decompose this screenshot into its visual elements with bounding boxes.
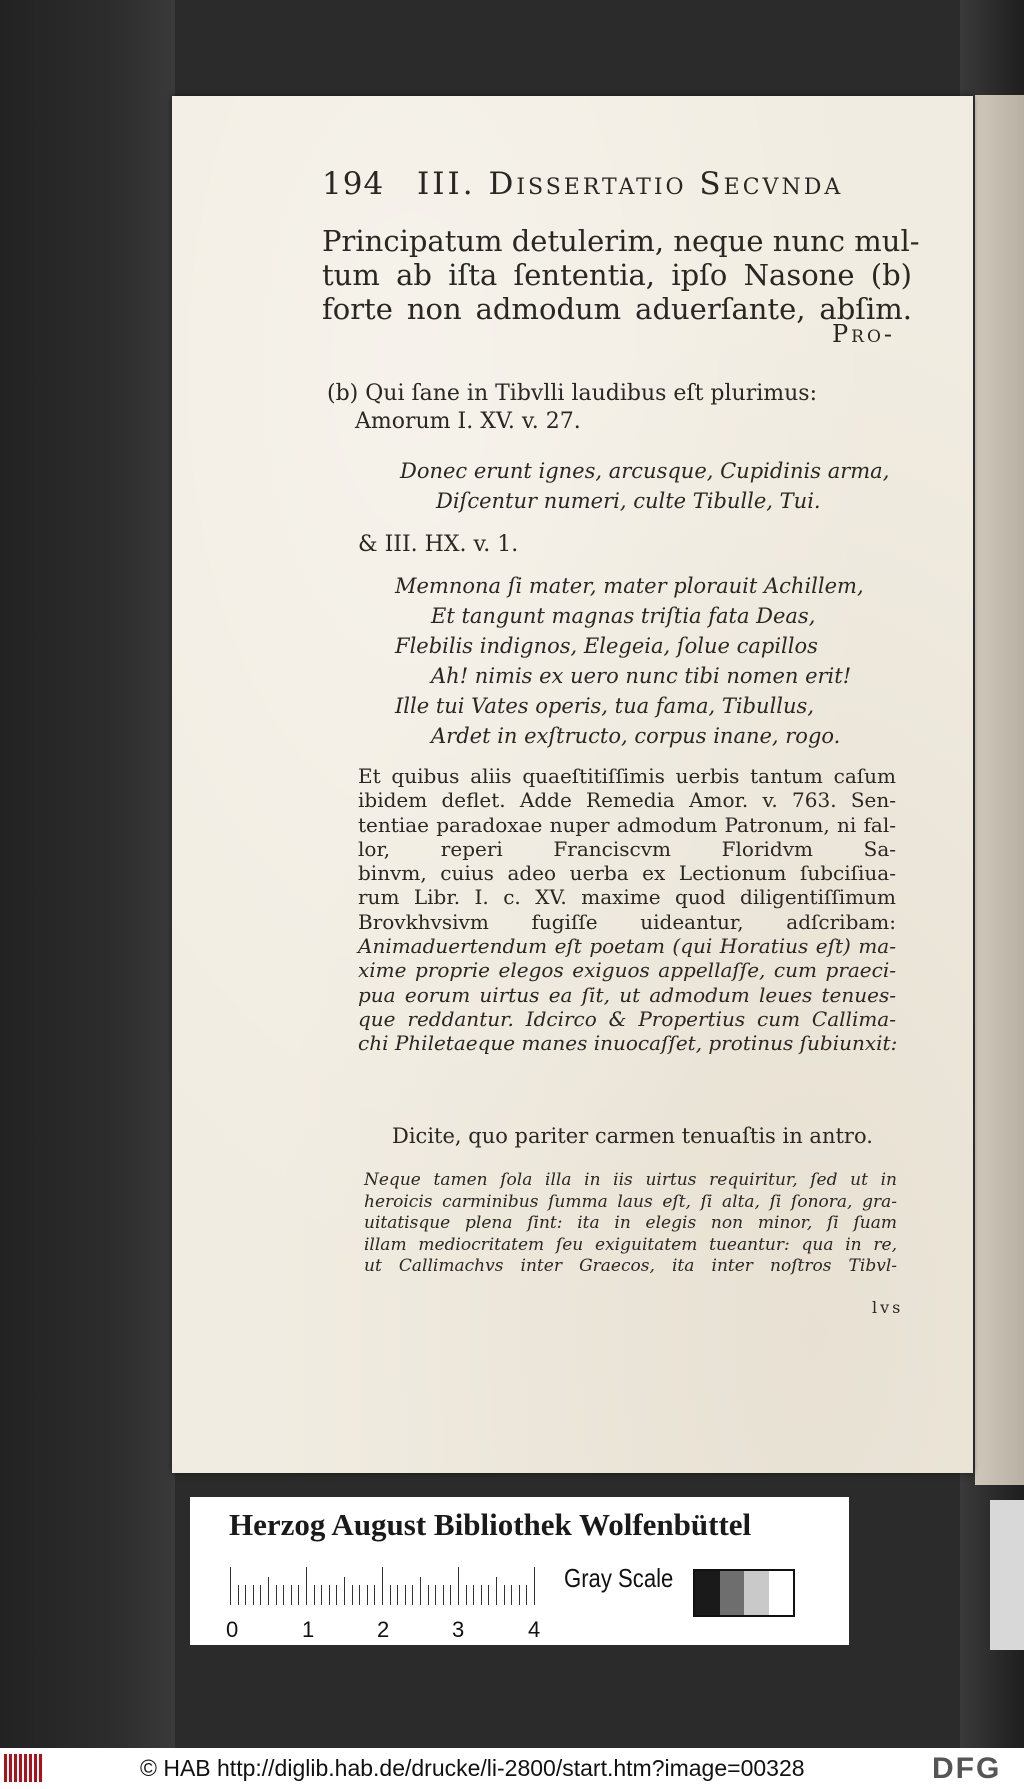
ruler-number: 1	[302, 1617, 315, 1642]
color-calibration-strip	[190, 1497, 849, 1645]
paragraph-line: binvm, cuius adeo uerba ex Lectionum ſubciſiua-	[358, 861, 896, 886]
book-page	[172, 96, 973, 1473]
verse-reference: & III. HX. v. 1.	[358, 532, 519, 557]
verse-line: Ardet in exſtructo, corpus inane, rogo.	[431, 724, 841, 748]
ruler-tick	[519, 1585, 520, 1605]
logo-bar	[29, 1754, 32, 1782]
ruler-tick	[306, 1567, 307, 1605]
scan-background-left	[0, 0, 175, 1748]
ruler-tick	[291, 1585, 292, 1605]
ruler-tick	[473, 1585, 474, 1605]
gray-scale-swatches	[693, 1569, 795, 1617]
paragraph-line: Brovkhvsivm fugiſſe uideantur, adſcribam:	[358, 909, 896, 934]
verse-line: Ah! nimis ex uero nunc tibi nomen erit!	[431, 664, 852, 688]
italic-line: illam mediocritatem ſeu exiguitatem tueantur: qua in re,	[364, 1234, 897, 1255]
body-text	[322, 224, 920, 326]
verse-line: Ille tui Vates operis, tua fama, Tibullus,	[395, 694, 814, 718]
page-header	[322, 166, 843, 202]
verse-quote-2	[395, 571, 864, 751]
body-line: tum ab iſta ſententia, ipſo Nasone (b)	[322, 258, 912, 292]
ruler-tick	[488, 1585, 489, 1605]
institution-name: Herzog August Bibliothek Wolfenbüttel	[229, 1507, 752, 1542]
dfg-logo-icon: DFG	[932, 1752, 1002, 1785]
ruler-tick	[458, 1567, 459, 1605]
paragraph-line: pua eorum uirtus ea ſit, ut admodum leues tenues-	[358, 982, 896, 1007]
viewer-footer	[0, 1748, 1024, 1789]
ruler-tick	[245, 1585, 246, 1605]
verse-line: Diſcentur numeri, culte Tibulle, Tui.	[436, 489, 821, 513]
block-quote: Dicite, quo pariter carmen tenuaſtis in antro.	[392, 1124, 873, 1148]
verse-line: Memnona ſi mater, mater plorauit Achillem,	[395, 574, 864, 598]
logo-bar	[9, 1754, 12, 1782]
gray-swatch	[769, 1571, 794, 1615]
paragraph-line: ibidem deflet. Adde Remedia Amor. v. 763. Sen-	[358, 788, 896, 813]
ruler-number: 0	[226, 1617, 239, 1642]
ruler-tick	[314, 1585, 315, 1605]
ruler-tick	[329, 1585, 330, 1605]
gray-swatch	[744, 1571, 769, 1615]
italic-line: uitatisque plena ſint: ita in elegis non minor, ſi ſuam	[364, 1213, 897, 1233]
body-line: Principatum detulerim, neque nunc mul-	[322, 224, 920, 258]
commentary-paragraph	[358, 764, 896, 1056]
ruler-tick	[481, 1585, 482, 1605]
paragraph-line: que reddantur. Idcirco & Propertius cum Callima-	[358, 1006, 896, 1031]
paragraph-line: tentiae paradoxae nuper admodum Patronum, ni fal-	[358, 812, 896, 837]
adjacent-page-edge	[975, 95, 1024, 1485]
ruler-tick	[344, 1577, 345, 1605]
gray-scale-label: Gray Scale	[564, 1563, 674, 1593]
ruler-tick	[450, 1585, 451, 1605]
footnote-line: Amorum I. XV. v. 27.	[355, 409, 581, 434]
ruler-tick	[504, 1585, 505, 1605]
verse-quote-1	[400, 456, 889, 516]
paragraph-line: xime proprie elegos exiguos appellaſſe, cum praeci-	[358, 958, 896, 983]
ruler-tick	[230, 1567, 231, 1605]
ruler-tick	[268, 1577, 269, 1605]
paragraph-line: lor, reperi Franciscvm Floridvm Sa-	[358, 836, 896, 861]
ruler-tick	[435, 1585, 436, 1605]
running-title: III. Dissertatio Secvnda	[417, 166, 844, 202]
logo-bar	[14, 1754, 17, 1782]
footnote	[327, 380, 817, 436]
paragraph-line: rum Libr. I. c. XV. maxime quod diligentiſſimum	[358, 885, 896, 910]
italic-paragraph	[364, 1170, 897, 1278]
ruler-tick	[238, 1585, 239, 1605]
ruler-tick	[382, 1567, 383, 1605]
ruler-tick	[412, 1585, 413, 1605]
ruler-tick	[466, 1585, 467, 1605]
logo-bar	[34, 1754, 37, 1782]
gray-swatch	[720, 1571, 745, 1615]
ruler-tick	[496, 1577, 497, 1605]
ruler-tick	[298, 1585, 299, 1605]
logo-bar	[39, 1754, 42, 1782]
ruler-tick	[352, 1585, 353, 1605]
paragraph-line: chi Philetaeque manes inuocaſſet, protinus ſubiunxit:	[358, 1031, 898, 1056]
ruler-tick	[390, 1585, 391, 1605]
verse-line: Flebilis indignos, Elegeia, ſolue capillos	[395, 634, 818, 658]
logo-bar	[24, 1754, 27, 1782]
italic-line: heroicis carminibus ſumma laus eſt, ſi alta, ſi ſonora, gra-	[364, 1191, 897, 1212]
italic-line: Neque tamen ſola illa in iis uirtus requiritur, ſed ut in	[364, 1170, 897, 1190]
ruler-tick	[374, 1585, 375, 1605]
ruler-tick	[534, 1567, 535, 1605]
ruler-tick	[260, 1585, 261, 1605]
logo-bar	[4, 1754, 7, 1782]
logo-bar	[19, 1754, 22, 1782]
ruler-tick	[359, 1585, 360, 1605]
ruler-number: 3	[452, 1617, 465, 1642]
ruler-tick	[443, 1585, 444, 1605]
credit-link[interactable]: © HAB http://diglib.hab.de/drucke/li-2800/start.htm?image=00328	[140, 1755, 805, 1781]
ruler-tick	[511, 1585, 512, 1605]
ruler-tick	[420, 1577, 421, 1605]
italic-line: ut Callimachvs inter Graecos, ita inter noſtros Tibvl-	[364, 1256, 897, 1276]
ruler-tick	[253, 1585, 254, 1605]
adjacent-page-corner	[990, 1500, 1024, 1650]
ruler-number: 2	[377, 1617, 390, 1642]
paragraph-line: Et quibus aliis quaeſtitiſſimis uerbis tantum caſum	[358, 764, 896, 788]
scale-ruler	[230, 1567, 540, 1605]
footnote-line: (b) Qui ſane in Tibvlli laudibus eſt plurimus:	[327, 381, 817, 406]
page-number: 194	[322, 166, 385, 202]
catchword: Pro-	[832, 320, 895, 348]
ruler-number: 4	[528, 1617, 541, 1642]
gray-swatch	[695, 1571, 720, 1615]
ruler-tick	[336, 1585, 337, 1605]
ruler-tick	[321, 1585, 322, 1605]
paragraph-line: Animaduertendum eſt poetam (qui Horatius eſt) ma-	[358, 934, 896, 959]
ruler-tick	[526, 1585, 527, 1605]
hab-logo-icon	[4, 1754, 46, 1782]
ruler-tick	[397, 1585, 398, 1605]
catchword-2: lvs	[872, 1298, 904, 1317]
ruler-tick	[283, 1585, 284, 1605]
ruler-tick	[405, 1585, 406, 1605]
verse-line: Et tangunt magnas triſtia fata Deas,	[431, 604, 816, 628]
ruler-tick	[276, 1585, 277, 1605]
body-line: forte non admodum aduerſante, abſim.	[322, 292, 912, 326]
verse-line: Donec erunt ignes, arcusque, Cupidinis arma,	[400, 459, 890, 483]
ruler-tick	[428, 1585, 429, 1605]
ruler-tick	[367, 1585, 368, 1605]
